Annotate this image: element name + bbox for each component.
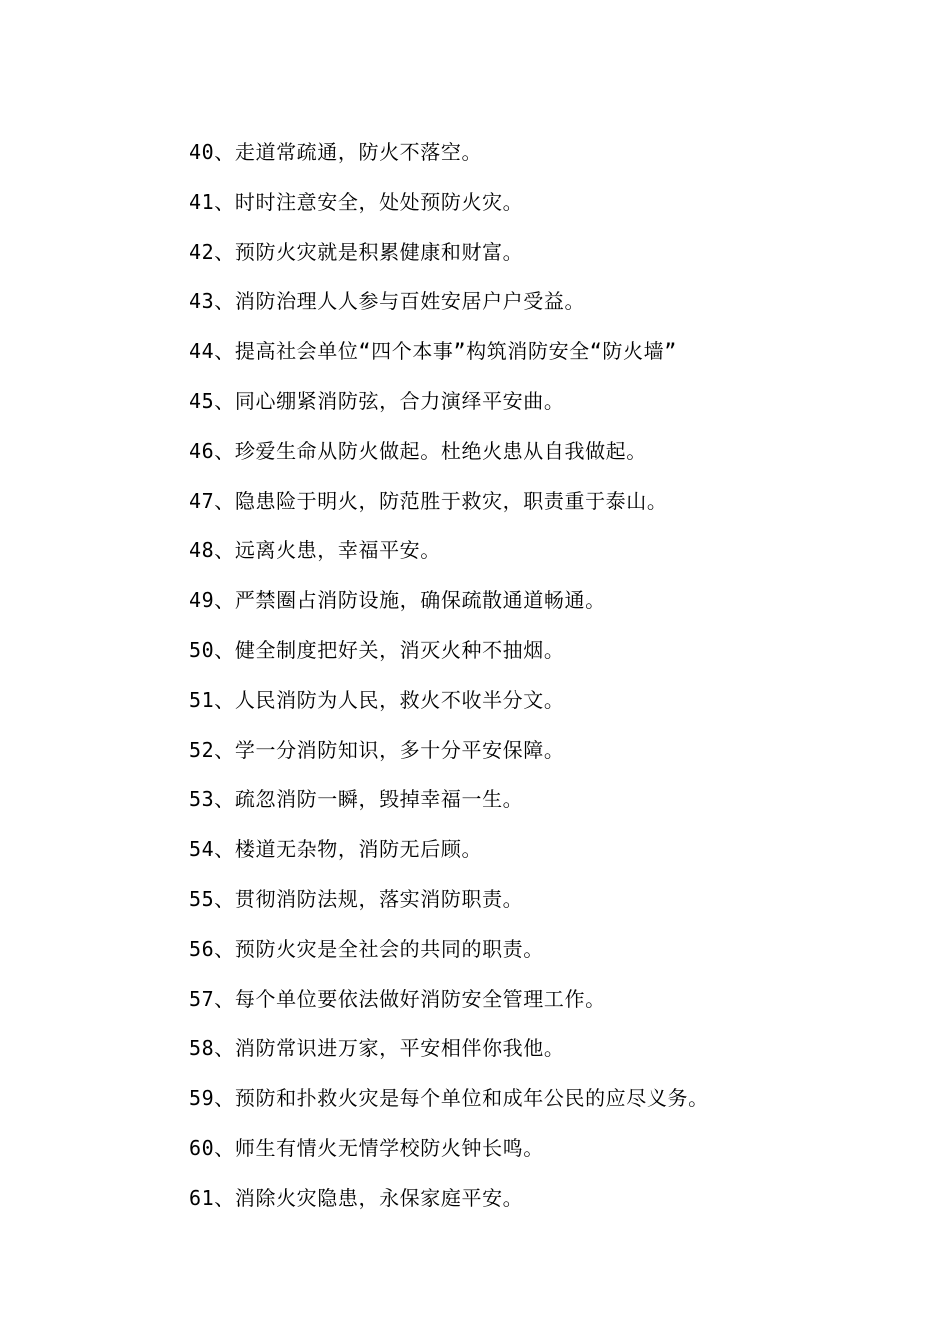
list-item: 58、消防常识进万家，平安相伴你我他。 — [189, 1036, 565, 1061]
list-item: 60、师生有情火无情学校防火钟长鸣。 — [189, 1135, 544, 1160]
list-item: 43、消防治理人人参与百姓安居户户受益。 — [189, 289, 586, 314]
list-item: 51、人民消防为人民，救火不收半分文。 — [189, 687, 565, 712]
list-item: 48、远离火患，幸福平安。 — [189, 538, 441, 563]
list-item: 46、珍爱生命从防火做起。杜绝火患从自我做起。 — [189, 438, 647, 463]
list-item: 53、疏忽消防一瞬，毁掉幸福一生。 — [189, 787, 524, 812]
list-item: 40、走道常疏通，防火不落空。 — [189, 140, 483, 164]
list-item: 52、学一分消防知识，多十分平安保障。 — [189, 737, 565, 762]
list-item: 55、贯彻消防法规，落实消防职责。 — [189, 886, 524, 911]
list-item: 45、同心绷紧消防弦，合力演绎平安曲。 — [189, 388, 565, 413]
list-item: 57、每个单位要依法做好消防安全管理工作。 — [189, 986, 606, 1011]
list-item: 50、健全制度把好关，消灭火种不抽烟。 — [189, 637, 565, 662]
list-item: 41、时时注意安全，处处预防火灾。 — [189, 189, 524, 214]
list-item: 47、隐患险于明火，防范胜于救灾，职责重于泰山。 — [189, 488, 668, 513]
list-item: 56、预防火灾是全社会的共同的职责。 — [189, 936, 544, 961]
list-item: 44、提高社会单位“四个本事”构筑消防安全“防火墙” — [189, 339, 677, 364]
list-item: 59、预防和扑救火灾是每个单位和成年公民的应尽义务。 — [189, 1086, 709, 1111]
list-item: 49、严禁圈占消防设施，确保疏散通道畅通。 — [189, 588, 606, 613]
list-item: 54、楼道无杂物，消防无后顾。 — [189, 837, 483, 862]
list-item: 42、预防火灾就是积累健康和财富。 — [189, 239, 524, 264]
list-item: 61、消除火灾隐患，永保家庭平安。 — [189, 1185, 524, 1210]
slogan-list — [189, 138, 709, 1234]
